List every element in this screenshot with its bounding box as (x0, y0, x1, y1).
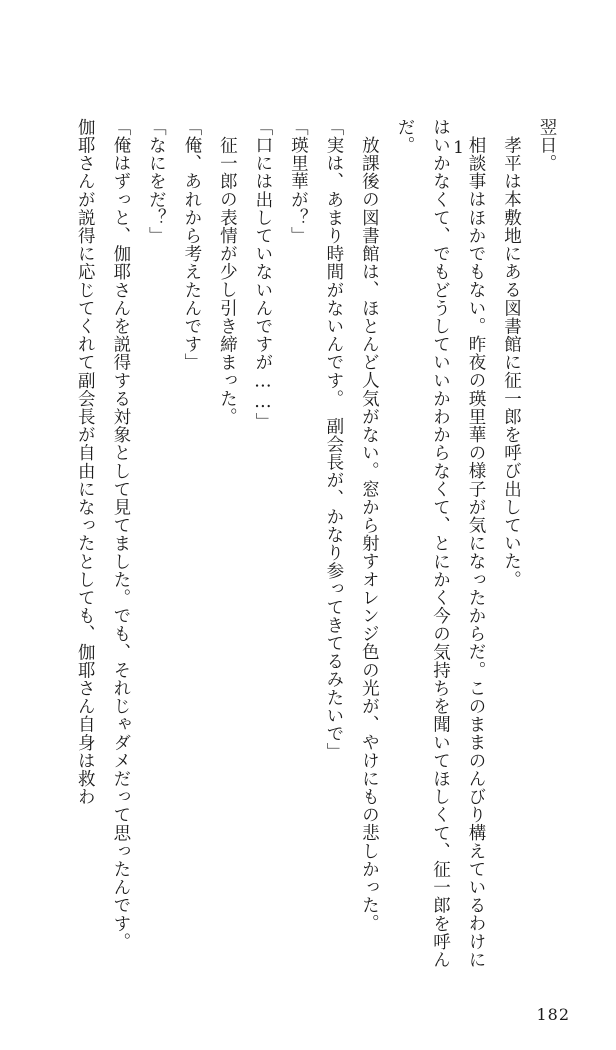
paragraph: 相談事はほかでもない。昨夜の瑛里華の様子が気になったからだ。このままのんびり構えているわけにはいかなくて、でもどうしていいかわからなくて、とにかく今の気持ちを聞いてほしくて、征一郎を呼んだ。 (394, 118, 486, 969)
paragraph: 放課後の図書館は、ほとんど人気がない。窓から射すオレンジ色の光が、やけにもの悲しかった。 (359, 135, 380, 932)
dialogue-line: 「なにをだ？」 (146, 118, 167, 245)
dialogue-line: 「実は、あまり時間がないんです。 副会長が、かなり参ってきてるみたいで」 (323, 118, 344, 761)
dialogue-line: 「俺はずっと、伽耶さんを説得する対象として見てました。でも、それじゃダメだって思ったんです。 伽耶さんが説得に応じてくれて副会長が自由になったとしても、伽耶さん自身は救わ (75, 118, 131, 960)
dialogue-line: 「瑛里華が？」 (288, 118, 309, 245)
paragraph: 征一郎の表情が少し引き締まった。 (217, 135, 238, 426)
paragraph: 孝平は本敷地にある図書館に征一郎を呼び出していた。 (501, 135, 522, 588)
section-number: 1 (453, 138, 464, 158)
dialogue-line: 「口には出していないんですが……」 (252, 118, 273, 431)
page-number: 182 (536, 1005, 570, 1024)
paragraph: 翌日。 (537, 118, 557, 173)
body-text-block (54, 118, 564, 978)
dialogue-line: 「俺、あれから考えたんです」 (181, 118, 202, 372)
